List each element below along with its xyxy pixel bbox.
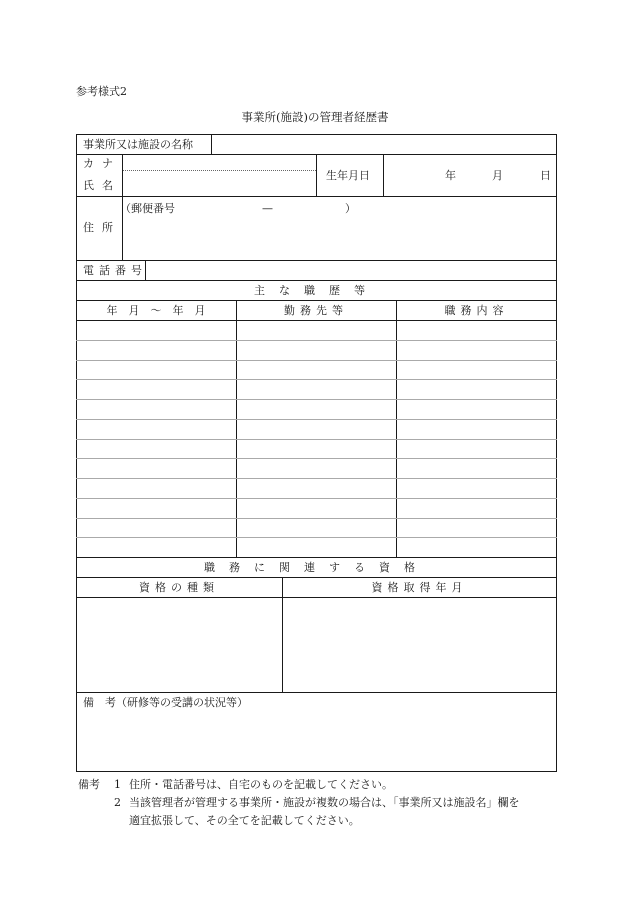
career-cell[interactable] [398, 362, 555, 378]
career-cell[interactable] [238, 421, 394, 437]
career-cell[interactable] [78, 381, 234, 397]
postal-close: ） [345, 202, 356, 215]
career-row-divider [76, 399, 557, 400]
career-row-divider [76, 498, 557, 499]
qualification-heading: 職務に関連する資格 [204, 561, 429, 574]
career-cell[interactable] [238, 322, 394, 338]
row-divider [76, 597, 557, 598]
career-cell[interactable] [398, 460, 555, 476]
career-cell[interactable] [398, 480, 555, 496]
birth-year-label: 年 [445, 169, 456, 182]
career-row-divider [76, 537, 557, 538]
row-divider [76, 280, 557, 281]
address-field[interactable] [124, 218, 555, 258]
label-column-divider [122, 154, 123, 196]
career-cell[interactable] [238, 539, 394, 555]
career-cell[interactable] [238, 441, 394, 457]
qualification-col-date: 資格取得年月 [371, 581, 468, 594]
office-name-label: 事業所又は施設の名称 [83, 138, 193, 151]
birth-field-divider [383, 154, 384, 196]
note-2-text: 当該管理者が管理する事業所・施設が複数の場合は、「事業所又は施設名」欄を [129, 796, 520, 809]
career-cell[interactable] [78, 441, 234, 457]
career-row-divider [76, 518, 557, 519]
row-divider [76, 692, 557, 693]
career-cell[interactable] [398, 520, 555, 536]
birth-date-label: 生年月日 [326, 169, 370, 182]
note-1-number: 1 [114, 778, 121, 791]
career-cell[interactable] [398, 500, 555, 516]
postal-label: （郵便番号 [120, 202, 175, 215]
career-cell[interactable] [238, 520, 394, 536]
career-cell[interactable] [398, 322, 555, 338]
career-cell[interactable] [78, 342, 234, 358]
office-name-field[interactable] [213, 136, 555, 153]
qualification-col-type: 資格の種類 [139, 581, 219, 594]
note-1-text: 住所・電話番号は、自宅のものを記載してください。 [129, 778, 393, 791]
career-cell[interactable] [398, 441, 555, 457]
career-cell[interactable] [238, 342, 394, 358]
career-cell[interactable] [78, 539, 234, 555]
row-divider [76, 196, 557, 197]
remarks-label: 備 考（研修等の受講の状況等） [83, 696, 248, 709]
career-row-divider [76, 419, 557, 420]
career-col-duties: 職務内容 [444, 304, 509, 317]
row-divider [76, 557, 557, 558]
career-cell[interactable] [238, 480, 394, 496]
remarks-field[interactable] [78, 712, 555, 769]
phone-divider [145, 260, 146, 280]
career-cell[interactable] [78, 480, 234, 496]
qualification-date-field[interactable] [284, 599, 555, 690]
birth-month-label: 月 [492, 169, 503, 182]
career-row-divider [76, 360, 557, 361]
career-row-divider [76, 439, 557, 440]
birth-day-label: 日 [540, 169, 551, 182]
career-cell[interactable] [78, 460, 234, 476]
notes-label: 備考 [78, 778, 100, 791]
kana-field[interactable] [124, 156, 314, 169]
name-label: 氏名 [83, 179, 121, 192]
note-2-text-continued: 適宜拡張して、その全てを記載してください。 [129, 814, 360, 827]
phone-field[interactable] [147, 262, 555, 279]
career-cell[interactable] [398, 401, 555, 417]
career-cell[interactable] [78, 362, 234, 378]
postal-dash: — [262, 202, 273, 215]
address-label: 住所 [83, 221, 121, 234]
career-cell[interactable] [78, 500, 234, 516]
career-row-divider [76, 379, 557, 380]
form-reference: 参考様式2 [76, 85, 127, 98]
row-divider [76, 577, 557, 578]
career-col-period: 年 月 ～ 年 月 [106, 304, 206, 317]
career-cell[interactable] [78, 401, 234, 417]
career-cell[interactable] [398, 539, 555, 555]
career-col-employer: 勤務先等 [284, 304, 348, 317]
career-heading: 主な職歴等 [254, 284, 379, 297]
kana-dotted-divider [122, 170, 316, 171]
career-cell[interactable] [78, 520, 234, 536]
career-row-divider [76, 340, 557, 341]
career-cell[interactable] [238, 460, 394, 476]
career-cell[interactable] [398, 421, 555, 437]
row-divider [76, 260, 557, 261]
qualification-col-divider [282, 577, 283, 692]
career-cell[interactable] [238, 401, 394, 417]
qualification-type-field[interactable] [78, 599, 280, 690]
note-2-number: 2 [114, 796, 121, 809]
career-cell[interactable] [238, 500, 394, 516]
name-field[interactable] [124, 172, 314, 195]
career-cell[interactable] [238, 362, 394, 378]
phone-label: 電話番号 [83, 264, 147, 277]
career-cell[interactable] [78, 421, 234, 437]
row-divider [76, 300, 557, 301]
birth-label-left-divider [316, 154, 317, 196]
career-cell[interactable] [78, 322, 234, 338]
career-row-divider [76, 478, 557, 479]
row-divider [76, 320, 557, 321]
page-title: 事業所(施設)の管理者経歴書 [241, 110, 389, 124]
office-name-divider [211, 134, 212, 154]
birth-date-field[interactable] [385, 156, 555, 194]
career-cell[interactable] [238, 381, 394, 397]
kana-label: カナ [83, 157, 121, 170]
career-cell[interactable] [398, 381, 555, 397]
career-row-divider [76, 458, 557, 459]
career-cell[interactable] [398, 342, 555, 358]
